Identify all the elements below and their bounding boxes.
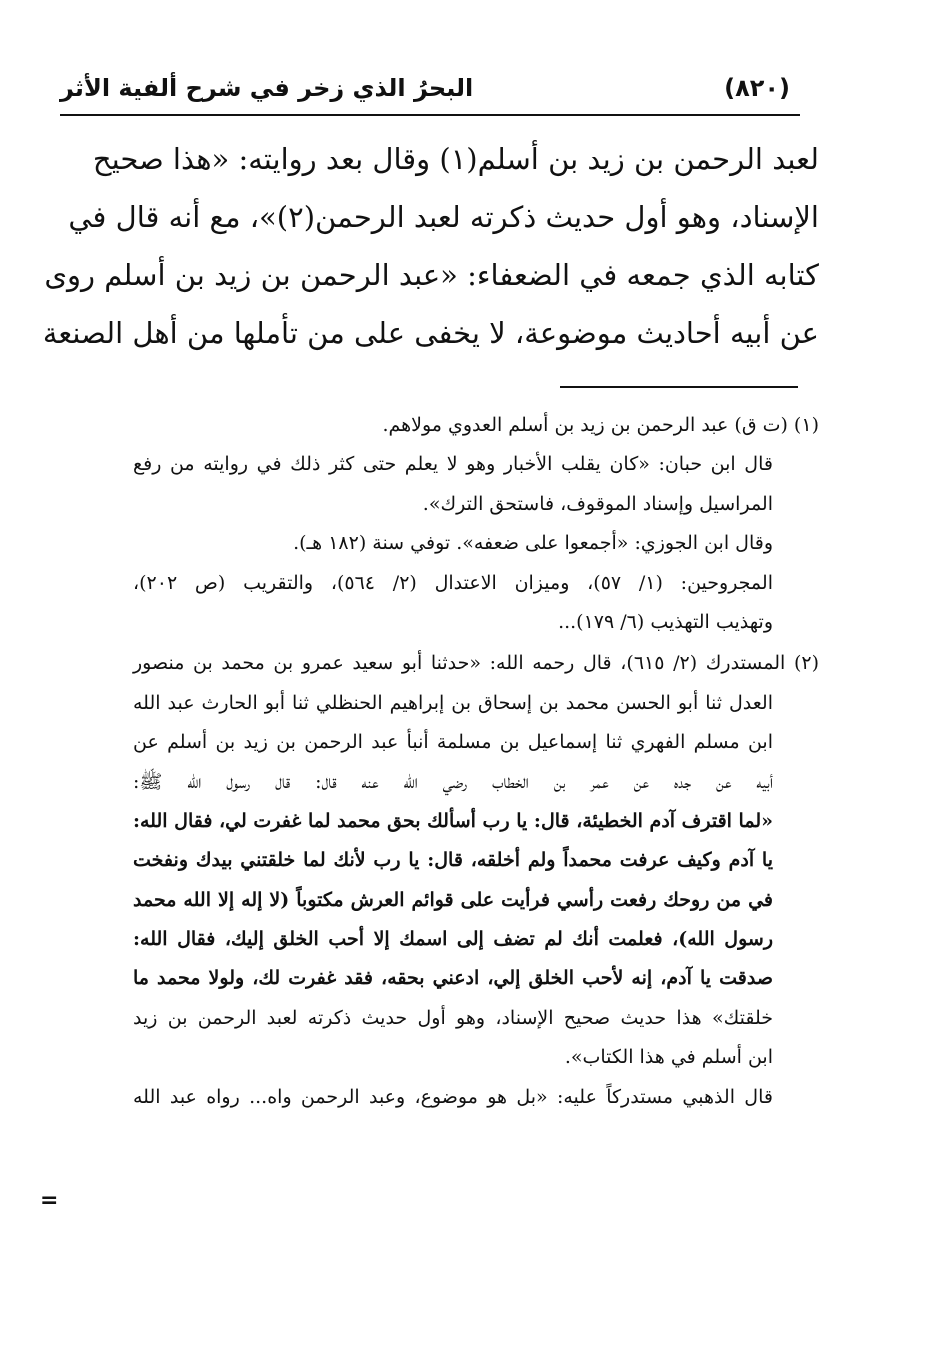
footnote-line: صدقت يا آدم، إنه لأحب الخلق إلي، ادعني بحقه، فقد غفرت لك، ولولا محمد ما — [133, 967, 773, 990]
footnote-line: العدل ثنا أبو الحسن محمد بن إسحاق بن إبراهيم الحنظلي ثنا أبو الحارث عبد الله — [133, 691, 773, 714]
footnote-line: يا آدم وكيف عرفت محمداً ولم أخلقه، قال: يا رب لأنك لما خلقتني بيدك ونفخت — [133, 849, 773, 872]
main-text-line: عن أبيه أحاديث موضوعة، لا يخفى على من تأملها من أهل الصنعة — [42, 316, 819, 350]
main-text-line: لعبد الرحمن بن زيد بن أسلم(١) وقال بعد روايته: «هذا صحيح — [92, 142, 819, 176]
footnotes — [133, 406, 819, 1117]
main-text-line: الإسناد، وهو أول حديث ذكرته لعبد الرحمن(٢)»، مع أنه قال في — [68, 200, 819, 234]
footnote-line: أبيه عن جده عن عمر بن الخطاب رضي الله عنه قال: قال رسول الله ﷺ: — [133, 770, 773, 793]
header-divider — [60, 114, 800, 116]
footnote-line: في من روحك رفعت رأسي فرأيت على قوائم العرش مكتوباً (لا إله إلا الله محمد — [133, 888, 773, 911]
footnote-line: المجروحين: (١/ ٥٧)، وميزان الاعتدال (٢/ ٥٦٤)، والتقريب (ص ٢٠٢)، — [133, 571, 773, 594]
running-title: البحرُ الذي زخر في شرح ألفية الأثر — [60, 74, 474, 102]
continuation-mark: = — [40, 1188, 59, 1213]
footnote-line: «لما اقترف آدم الخطيئة، قال: يا رب أسألك بحق محمد لما غفرت لي، فقال الله: — [132, 809, 773, 832]
main-text — [42, 130, 819, 362]
footnote-line: وتهذيب التهذيب (٦/ ١٧٩)... — [558, 610, 773, 633]
footnote-line: ابن أسلم في هذا الكتاب». — [564, 1046, 773, 1069]
footnote-line: ابن مسلم الفهري ثنا إسماعيل بن مسلمة أنبأ عبد الرحمن بن زيد بن أسلم عن — [133, 731, 773, 754]
footnote-divider — [560, 386, 798, 388]
page-header — [60, 72, 800, 112]
footnote-2 — [133, 644, 819, 1117]
footnote-line: رسول الله)، فعلمت أنك لم تضف إلى اسمك إلا أحب الخلق إليك، فقال الله: — [133, 928, 773, 951]
footnote-line: (١) (ت ق) عبد الرحمن بن زيد بن أسلم العدوي مولاهم. — [382, 414, 819, 436]
footnote-line: خلقتك» هذا حديث صحيح الإسناد، وهو أول حديث ذكرته لعبد الرحمن بن زيد — [133, 1006, 773, 1029]
footnote-line: (٢) المستدرك (٢/ ٦١٥)، قال رحمه الله: «حدثنا أبو سعيد عمرو بن محمد بن منصور — [133, 652, 819, 675]
footnote-line: قال الذهبي مستدركاً عليه: «بل هو موضوع، وعبد الرحمن واه... رواه عبد الله — [133, 1085, 773, 1108]
page-number: (٨٢٠) — [724, 74, 790, 102]
footnote-1 — [133, 406, 819, 642]
footnote-line: وقال ابن الجوزي: «أجمعوا على ضعفه». توفي سنة (١٨٢ هـ). — [293, 532, 773, 555]
footnote-line: قال ابن حبان: «كان يقلب الأخبار وهو لا يعلم حتى كثر ذلك في روايته من رفع — [133, 453, 773, 476]
footnote-line: المراسيل وإسناد الموقوف، فاستحق الترك». — [422, 492, 773, 515]
main-text-line: كتابه الذي جمعه في الضعفاء: «عبد الرحمن بن زيد بن أسلم روى — [44, 258, 819, 292]
